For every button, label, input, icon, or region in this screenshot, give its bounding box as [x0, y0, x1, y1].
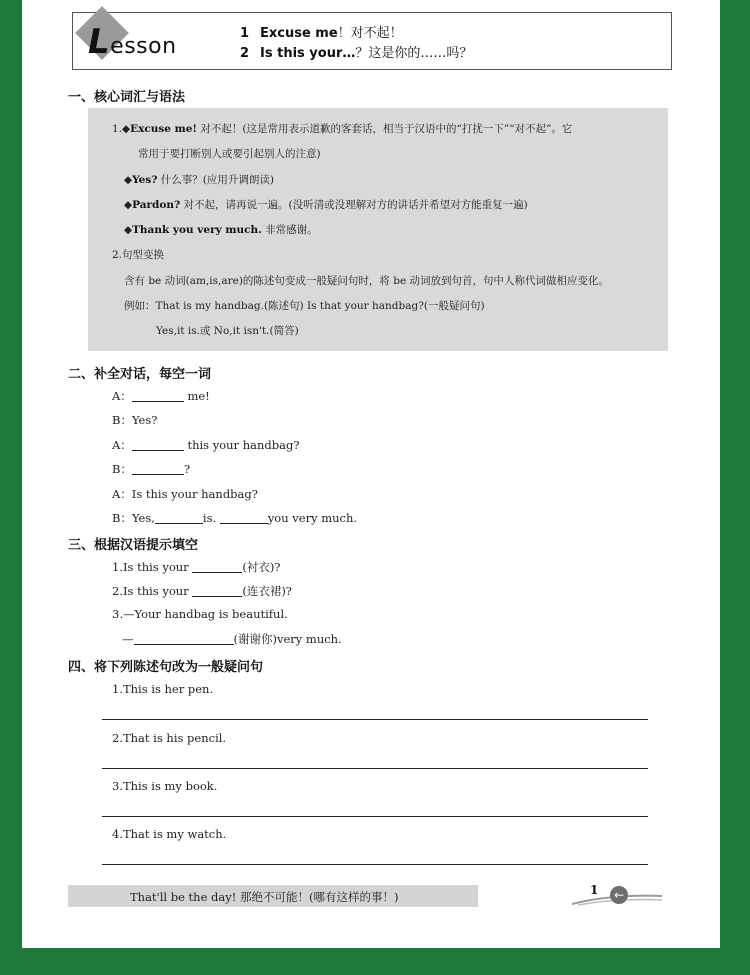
section-4-title: 四、将下列陈述句改为一般疑问句 [68, 660, 264, 675]
note-line: ◆Thank you very much. 非常感谢。 [124, 224, 318, 236]
note-line: Yes,it is.或 No,it isn't.(简答) [156, 325, 299, 337]
answer-line[interactable] [102, 768, 648, 769]
section-1-title: 一、核心词汇与语法 [68, 90, 186, 105]
note-line: ◆Yes? 什么事？(应用升调朗读) [124, 174, 274, 186]
dialogue-line: B： ? [112, 462, 191, 476]
dialogue-line: A：Is this your handbag? [112, 487, 258, 501]
back-arrow-icon[interactable]: ← [610, 886, 628, 904]
page-number: 1 [590, 883, 599, 897]
note-line: 1.◆Excuse me! 对不起！(这是常用表示道歉的客套话，相当于汉语中的“打扰一下”“对不起”。它 [112, 123, 573, 135]
answer-blank[interactable] [132, 438, 184, 451]
lesson-logo: Lesson [88, 22, 177, 62]
sentence-item: 3.This is my book. [112, 779, 218, 793]
answer-line[interactable] [102, 864, 648, 865]
note-line: 常用于要打断别人或要引起别人的注意) [138, 148, 321, 160]
note-line: 含有 be 动词(am,is,are)的陈述句变成一般疑问句时，将 be 动词放到句首，句中人称代词做相应变化。 [124, 275, 610, 287]
answer-blank[interactable] [220, 511, 268, 524]
answer-blank[interactable] [134, 632, 234, 645]
fill-in-line: 3.—Your handbag is beautiful. [112, 607, 288, 621]
fill-in-line: — (谢谢你)very much. [122, 632, 342, 646]
answer-blank[interactable] [155, 511, 203, 524]
sentence-item: 1.This is her pen. [112, 682, 214, 696]
section-3-title: 三、根据汉语提示填空 [68, 538, 199, 553]
fill-in-line: 1.Is this your (衬衣)? [112, 560, 281, 574]
lesson-topic-2: 2 Is this your…？这是你的……吗？ [240, 46, 473, 61]
sentence-item: 4.That is my watch. [112, 827, 227, 841]
note-line: 例如：That is my handbag.(陈述句) Is that your handbag?(一般疑问句) [124, 300, 485, 312]
lesson-topic-1: 1 Excuse me！对不起！ [240, 26, 403, 41]
note-line: ◆Pardon? 对不起，请再说一遍。(没听清或没理解对方的讲话并希望对方能重复一遍) [124, 199, 528, 211]
dialogue-line: A： me! [112, 389, 210, 403]
answer-line[interactable] [102, 816, 648, 817]
answer-line[interactable] [102, 719, 648, 720]
dialogue-line: A： this your handbag? [112, 438, 300, 452]
answer-blank[interactable] [192, 560, 242, 573]
footer-proverb: That'll be the day! 那绝不可能！(哪有这样的事！) [130, 890, 399, 904]
section-2-title: 二、补全对话，每空一词 [68, 367, 212, 382]
note-line: 2.句型变换 [112, 249, 165, 261]
answer-blank[interactable] [132, 462, 184, 475]
sentence-item: 2.That is his pencil. [112, 731, 227, 745]
fill-in-line: 2.Is this your (连衣裙)? [112, 584, 292, 598]
dialogue-line: B：Yes, is. you very much. [112, 511, 358, 525]
answer-blank[interactable] [132, 389, 184, 402]
answer-blank[interactable] [192, 584, 242, 597]
dialogue-line: B：Yes? [112, 413, 158, 427]
